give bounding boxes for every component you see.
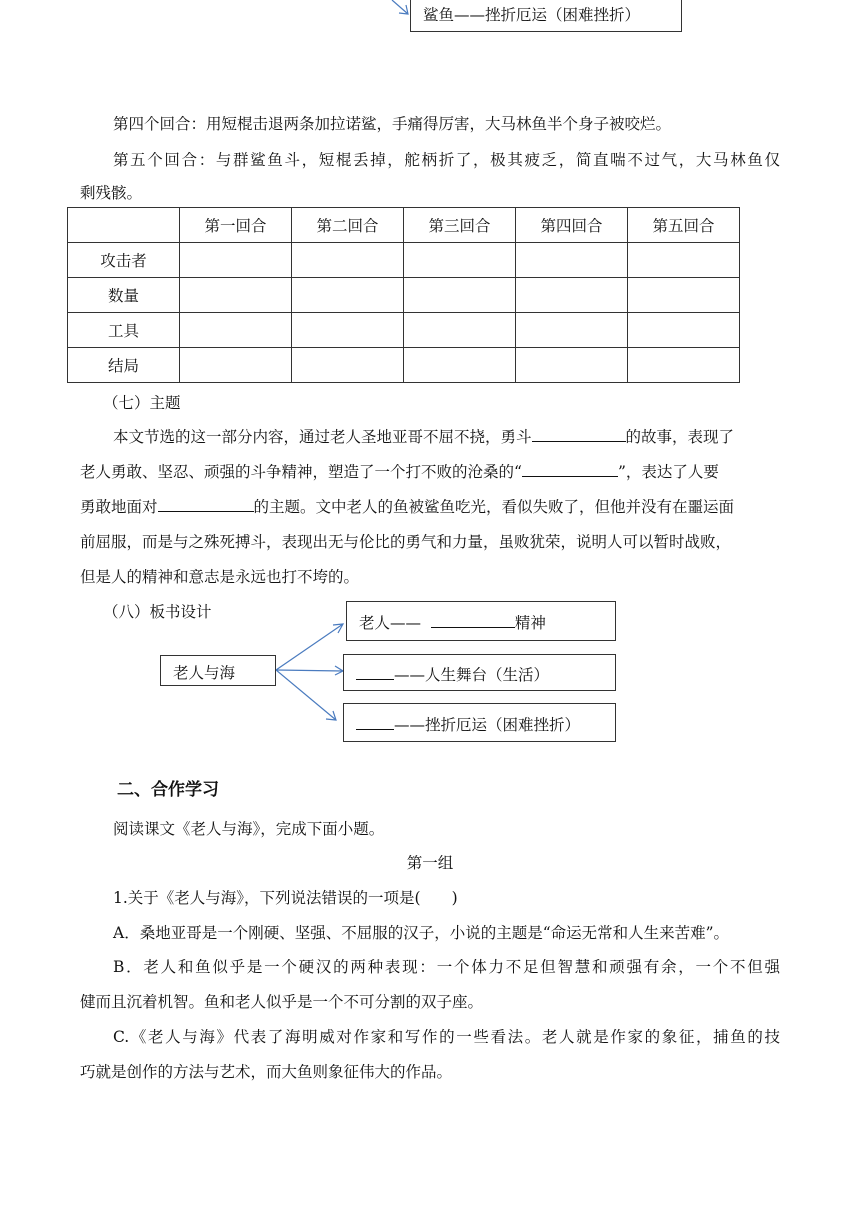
table-cell	[292, 348, 404, 383]
table-header-cell: 第二回合	[292, 208, 404, 243]
board-branch-3	[343, 703, 616, 742]
board-branch-3-text	[356, 713, 580, 735]
option-c-line2: 巧就是创作的方法与艺术，而大鱼则象征伟大的作品。	[80, 1063, 453, 1081]
table-cell	[180, 243, 292, 278]
branch-suffix: ——人生舞台（生活）	[394, 666, 550, 684]
table-cell	[628, 313, 740, 348]
round5-text-line1: 第五个回合：与群鲨鱼斗，短棍丢掉，舵柄折了，极其疲乏，简直喘不过气，大马林鱼仅	[113, 151, 780, 169]
theme-paragraph-line2	[80, 460, 719, 482]
section-intro: 阅读课文《老人与海》，完成下面小题。	[113, 820, 385, 838]
table-cell	[404, 243, 516, 278]
fill-blank	[158, 497, 254, 512]
board-branch-1-text	[359, 611, 546, 633]
table-cell	[292, 313, 404, 348]
board-arrows	[276, 610, 348, 728]
table-row	[68, 243, 740, 278]
board-branch-1	[346, 601, 616, 641]
table-row	[68, 313, 740, 348]
theme-text: 老人勇敢、坚忍、顽强的斗争精神，塑造了一个打不败的沧桑的“	[80, 463, 522, 481]
theme-text: 本文节选的这一部分内容，通过老人圣地亚哥不屈不挠，勇斗	[113, 428, 532, 446]
board-branch-2	[343, 654, 616, 691]
theme-paragraph-line1	[113, 425, 734, 447]
rounds-table	[67, 207, 740, 383]
table-row-label: 攻击者	[68, 243, 180, 278]
table-header-cell: 第四回合	[516, 208, 628, 243]
table-row-label: 结局	[68, 348, 180, 383]
table-cell	[180, 313, 292, 348]
table-header-cell: 第五回合	[628, 208, 740, 243]
option-c-line1: C.《老人与海》代表了海明威对作家和写作的一些看法。老人就是作家的象征，捕鱼的技	[113, 1028, 780, 1046]
question-1: 1.关于《老人与海》，下列说法错误的一项是( )	[113, 889, 458, 907]
board-root-text: 老人与海	[173, 664, 236, 682]
table-cell	[404, 313, 516, 348]
top-diagram-box	[410, 0, 682, 32]
theme-text: 的故事，表现了	[625, 428, 735, 446]
branch-suffix: 精神	[514, 614, 546, 632]
table-cell	[292, 278, 404, 313]
table-cell	[628, 348, 740, 383]
board-root-box	[160, 655, 276, 686]
table-cell	[628, 243, 740, 278]
table-cell	[404, 278, 516, 313]
table-cell	[180, 278, 292, 313]
arrow-to-branch-2	[276, 670, 343, 671]
round4-text: 第四个回合：用短棍击退两条加拉诺鲨，手痛得厉害，大马林鱼半个身子被咬烂。	[113, 115, 672, 133]
table-cell	[516, 278, 628, 313]
table-row-label: 工具	[68, 313, 180, 348]
table-row-label: 数量	[68, 278, 180, 313]
theme-text: 勇敢地面对	[80, 498, 158, 516]
table-cell	[180, 348, 292, 383]
table-cell	[628, 278, 740, 313]
table-header-cell: 第三回合	[404, 208, 516, 243]
arrow-to-branch-1	[276, 624, 343, 670]
branch-suffix: ——挫折厄运（困难挫折）	[394, 716, 581, 734]
table-row	[68, 348, 740, 383]
fill-blank	[532, 427, 626, 442]
table-header-cell: 第一回合	[180, 208, 292, 243]
board-branch-2-text	[356, 663, 549, 685]
theme-paragraph-line5: 但是人的精神和意志是永远也打不垮的。	[80, 568, 360, 586]
section-heading: 二、合作学习	[117, 780, 219, 800]
arrow-to-branch-3	[276, 670, 336, 720]
table-cell	[516, 313, 628, 348]
theme-text: ”，表达了人要	[617, 463, 719, 481]
theme-text: 的主题。文中老人的鱼被鲨鱼吃光，看似失败了，但他并没有在噩运面	[253, 498, 735, 516]
round5-text-line2: 剩残骸。	[80, 184, 143, 202]
option-b-line1: B．老人和鱼似乎是一个硬汉的两种表现：一个体力不足但智慧和顽强有余，一个不但强	[113, 958, 780, 976]
group-title: 第一组	[406, 854, 454, 872]
table-cell	[516, 348, 628, 383]
table-cell	[292, 243, 404, 278]
fill-blank	[522, 462, 618, 477]
table-header-row	[68, 208, 740, 243]
fill-blank	[356, 715, 394, 730]
branch-prefix: 老人——	[359, 614, 422, 632]
table-header-cell	[68, 208, 180, 243]
theme-paragraph-line4: 前屈服，而是与之殊死搏斗，表现出无与伦比的勇气和力量，虽败犹荣，说明人可以暂时战败，	[80, 533, 732, 551]
table-cell	[404, 348, 516, 383]
table-cell	[516, 243, 628, 278]
theme-heading: （七）主题	[103, 394, 181, 412]
option-b-line2: 健而且沉着机智。鱼和老人似乎是一个不可分割的双子座。	[80, 993, 484, 1011]
fill-blank	[356, 665, 394, 680]
table-row	[68, 278, 740, 313]
theme-paragraph-line3	[80, 495, 734, 517]
top-diagram-box-text: 鲨鱼——挫折厄运（困难挫折）	[423, 6, 641, 24]
board-heading: （八）板书设计	[103, 603, 212, 621]
option-a: A．桑地亚哥是一个刚硬、坚强、不屈服的汉子，小说的主题是“命运无常和人生来苦难”。	[113, 924, 730, 942]
fill-blank	[431, 613, 515, 628]
